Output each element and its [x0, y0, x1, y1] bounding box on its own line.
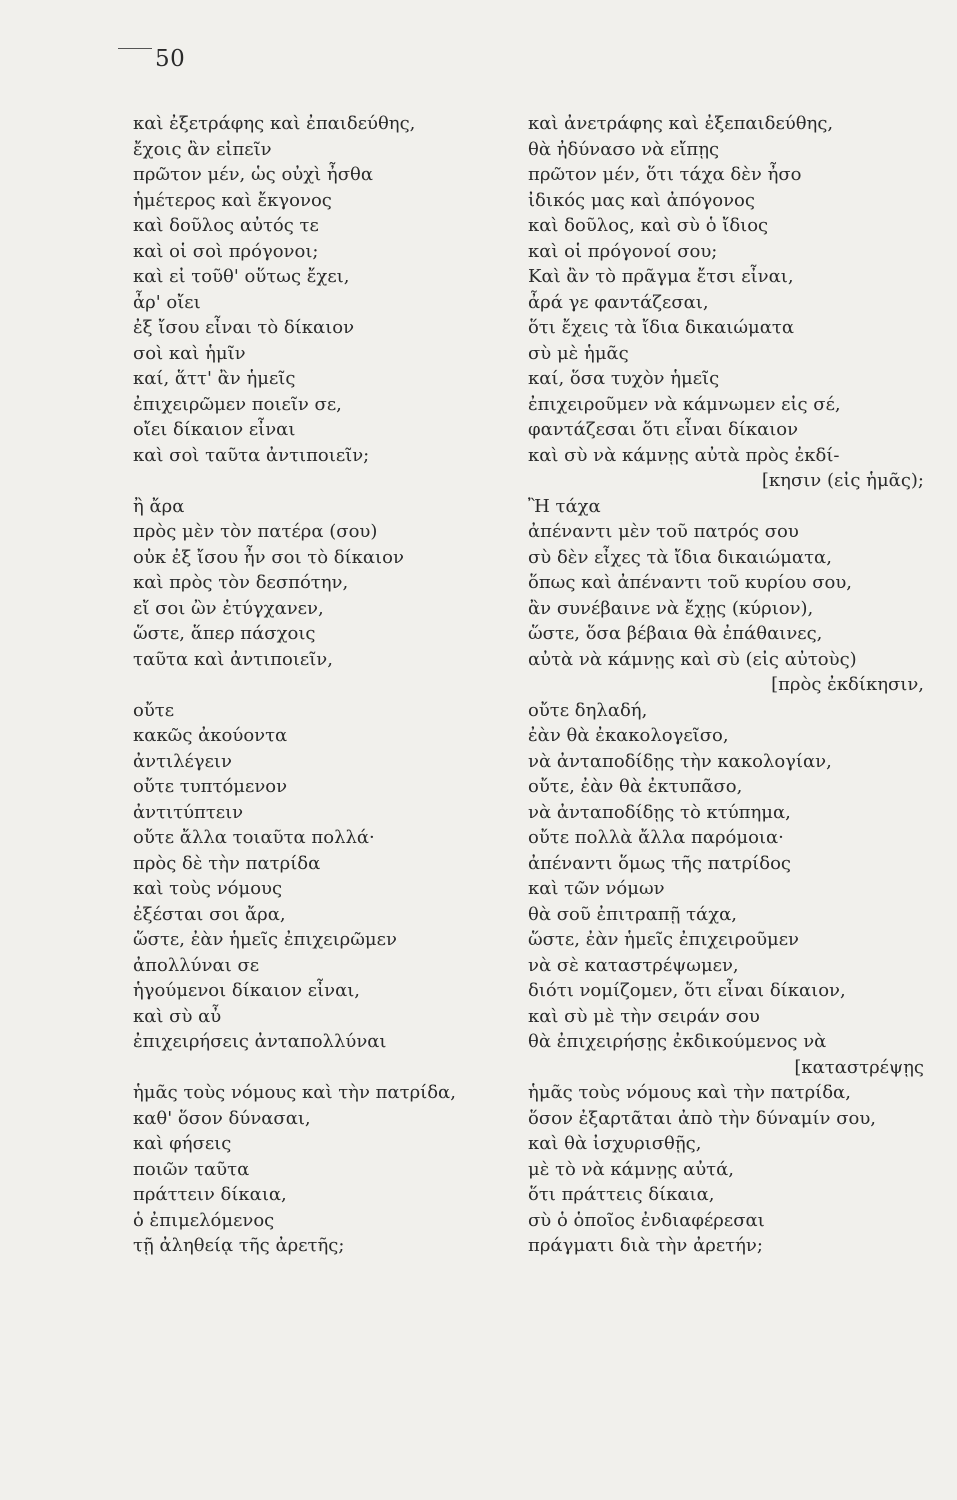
text-line: καὶ δοῦλος αὐτός τε: [133, 215, 319, 236]
text-line: [133, 672, 523, 698]
text-line: καθ' ὅσον δύνασαι,: [133, 1107, 311, 1129]
text-line: Καὶ ἂν τὸ πρᾶγμα ἔτσι εἶναι,: [528, 266, 794, 287]
text-line: καὶ εἰ τοῦθ' οὕτως ἔχει,: [133, 266, 350, 287]
text-line: οὔτε, ἐὰν θὰ ἐκτυπᾶσο,: [528, 776, 743, 797]
text-line: σοὶ καὶ ἡμῖν: [133, 342, 246, 364]
text-line: οὐκ ἐξ ἴσου ἦν σοι τὸ δίκαιον: [133, 546, 404, 568]
text-line: [133, 468, 523, 494]
text-line: σὺ δὲν εἶχες τὰ ἴδια δικαιώματα,: [528, 546, 832, 568]
text-line: καὶ φήσεις: [133, 1133, 232, 1154]
text-line: ὅτι ἔχεις τὰ ἴδια δικαιώματα: [528, 317, 794, 338]
text-line: [καταστρέψῃς: [794, 1056, 924, 1078]
text-line: σὺ μὲ ἡμᾶς: [528, 342, 629, 364]
text-line: καὶ ἐξετράφης καὶ ἐπαιδεύθης,: [133, 113, 416, 134]
text-line: καὶ οἱ πρόγονοί σου;: [528, 240, 718, 262]
text-line: ὅσον ἐξαρτᾶται ἀπὸ τὴν δύναμίν σου,: [528, 1107, 876, 1129]
text-line: ἀντιλέγειν: [133, 750, 232, 772]
text-line: ὥστε, ὅσα βέβαια θὰ ἐπάθαινες,: [528, 623, 823, 644]
text-line: ὅτι πράττεις δίκαια,: [528, 1184, 715, 1205]
text-line: θὰ σοῦ ἐπιτραπῇ τάχα,: [528, 903, 737, 925]
text-line: [133, 1055, 523, 1081]
page-number-rule: [118, 48, 152, 49]
text-line: καὶ ἀνετράφης καὶ ἐξεπαιδεύθης,: [528, 113, 834, 134]
text-line: ἂν συνέβαινε νὰ ἔχῃς (κύριον),: [528, 597, 814, 619]
text-line: οὔτε: [133, 699, 175, 721]
text-line: διότι νομίζομεν, ὅτι εἶναι δίκαιον,: [528, 980, 846, 1001]
modern-greek-column: [528, 111, 924, 1259]
text-line: οὔτε πολλὰ ἄλλα παρόμοια·: [528, 827, 784, 848]
text-line: μὲ τὸ νὰ κάμνῃς αὐτά,: [528, 1158, 734, 1180]
text-line: καὶ δοῦλος, καὶ σὺ ὁ ἴδιος: [528, 215, 769, 236]
text-line: φαντάζεσαι ὅτι εἶναι δίκαιον: [528, 419, 799, 440]
text-line: καὶ σὺ μὲ τὴν σειράν σου: [528, 1005, 760, 1027]
text-line: οὔτε δηλαδή,: [528, 699, 648, 721]
text-line: τῇ ἀληθείᾳ τῆς ἀρετῆς;: [133, 1235, 345, 1256]
text-line: πρὸς μὲν τὸν πατέρα (σου): [133, 521, 378, 542]
text-line: θὰ ἠδύνασο νὰ εἴπῃς: [528, 138, 720, 160]
text-line: ἐπιχειρήσεις ἀνταπολλύναι: [133, 1031, 387, 1052]
text-line: ἀπολλύναι σε: [133, 954, 260, 976]
text-line: νὰ ἀνταποδίδῃς τὴν κακολογίαν,: [528, 750, 832, 772]
text-line: καὶ τῶν νόμων: [528, 878, 665, 899]
text-line: ὁ ἐπιμελόμενος: [133, 1209, 275, 1231]
text-line: Ἢ τάχα: [528, 495, 601, 517]
text-line: καὶ σὺ νὰ κάμνῃς αὐτὰ πρὸς ἐκδί-: [528, 444, 840, 466]
text-line: πρῶτον μέν, ὅτι τάχα δὲν ἦσο: [528, 164, 802, 185]
text-line: καὶ σοὶ ταῦτα ἀντιποιεῖν;: [133, 444, 370, 466]
text-line: ἀντιτύπτειν: [133, 801, 244, 823]
text-line: σὺ ὁ ὁποῖος ἐνδιαφέρεσαι: [528, 1209, 765, 1231]
text-line: πρῶτον μέν, ὡς οὐχὶ ἦσθα: [133, 164, 373, 185]
text-line: κακῶς ἀκούοντα: [133, 725, 288, 746]
text-line: θὰ ἐπιχειρήσῃς ἐκδικούμενος νὰ: [528, 1031, 827, 1052]
text-line: ὅπως καὶ ἀπέναντι τοῦ κυρίου σου,: [528, 572, 852, 593]
text-line: νὰ σὲ καταστρέψωμεν,: [528, 954, 739, 976]
text-line: ἢ ἄρα: [133, 495, 185, 517]
text-line: καὶ τοὺς νόμους: [133, 878, 283, 899]
text-line: ἆρά γε φαντάζεσαι,: [528, 291, 709, 313]
text-line: ἐπιχειροῦμεν νὰ κάμνωμεν εἰς σέ,: [528, 393, 841, 415]
text-line: ἐπιχειρῶμεν ποιεῖν σε,: [133, 393, 342, 415]
text-line: ἐὰν θὰ ἐκακολογεῖσο,: [528, 725, 729, 746]
text-line: πρὸς δὲ τὴν πατρίδα: [133, 852, 321, 874]
text-line: ποιῶν ταῦτα: [133, 1158, 250, 1180]
text-line: ἐξέσται σοι ἄρα,: [133, 903, 286, 925]
text-line: ἀπέναντι μὲν τοῦ πατρός σου: [528, 521, 799, 542]
text-line: ἡμέτερος καὶ ἔκγονος: [133, 189, 332, 211]
text-line: ὥστε, ἐὰν ἡμεῖς ἐπιχειροῦμεν: [528, 929, 800, 950]
page-number: 50: [155, 46, 186, 72]
text-line: ὥστε, ἅπερ πάσχοις: [133, 623, 316, 644]
text-line: ἐξ ἴσου εἶναι τὸ δίκαιον: [133, 317, 355, 338]
text-line: ἔχοις ἂν εἰπεῖν: [133, 138, 272, 160]
text-line: ἡμᾶς τοὺς νόμους καὶ τὴν πατρίδα,: [133, 1082, 456, 1103]
text-line: καὶ σὺ αὖ: [133, 1005, 222, 1027]
text-line: [κησιν (εἰς ἡμᾶς);: [761, 470, 924, 491]
text-line: εἴ σοι ὢν ἐτύγχανεν,: [133, 597, 324, 619]
text-line: πράγματι διὰ τὴν ἀρετήν;: [528, 1235, 763, 1256]
text-line: ἀπέναντι ὅμως τῆς πατρίδος: [528, 852, 791, 874]
text-line: οἴει δίκαιον εἶναι: [133, 419, 296, 440]
text-line: ὥστε, ἐὰν ἡμεῖς ἐπιχειρῶμεν: [133, 929, 397, 950]
text-line: καί, ἅττ' ἂν ἡμεῖς: [133, 368, 296, 389]
text-line: ἡμᾶς τοὺς νόμους καὶ τὴν πατρίδα,: [528, 1082, 851, 1103]
text-line: καὶ οἱ σοὶ πρόγονοι;: [133, 240, 319, 262]
text-line: ταῦτα καὶ ἀντιποιεῖν,: [133, 648, 333, 670]
text-line: καί, ὅσα τυχὸν ἡμεῖς: [528, 368, 720, 389]
text-line: καὶ πρὸς τὸν δεσπότην,: [133, 572, 349, 593]
text-line: αὐτὰ νὰ κάμνῃς καὶ σὺ (εἰς αὐτοὺς): [528, 648, 857, 670]
text-line: καὶ θὰ ἰσχυρισθῇς,: [528, 1133, 702, 1154]
text-line: ἆρ' οἴει: [133, 291, 201, 313]
text-line: οὔτε τυπτόμενον: [133, 776, 288, 797]
text-line: οὔτε ἄλλα τοιαῦτα πολλά·: [133, 827, 375, 848]
text-line: ἰδικός μας καὶ ἀπόγονος: [528, 189, 755, 211]
text-line: νὰ ἀνταποδίδῃς τὸ κτύπημα,: [528, 801, 791, 823]
text-line: πράττειν δίκαια,: [133, 1184, 287, 1205]
ancient-greek-column: [133, 111, 523, 1259]
text-line: ἡγούμενοι δίκαιον εἶναι,: [133, 980, 361, 1001]
text-line: [πρὸς ἐκδίκησιν,: [771, 674, 924, 695]
